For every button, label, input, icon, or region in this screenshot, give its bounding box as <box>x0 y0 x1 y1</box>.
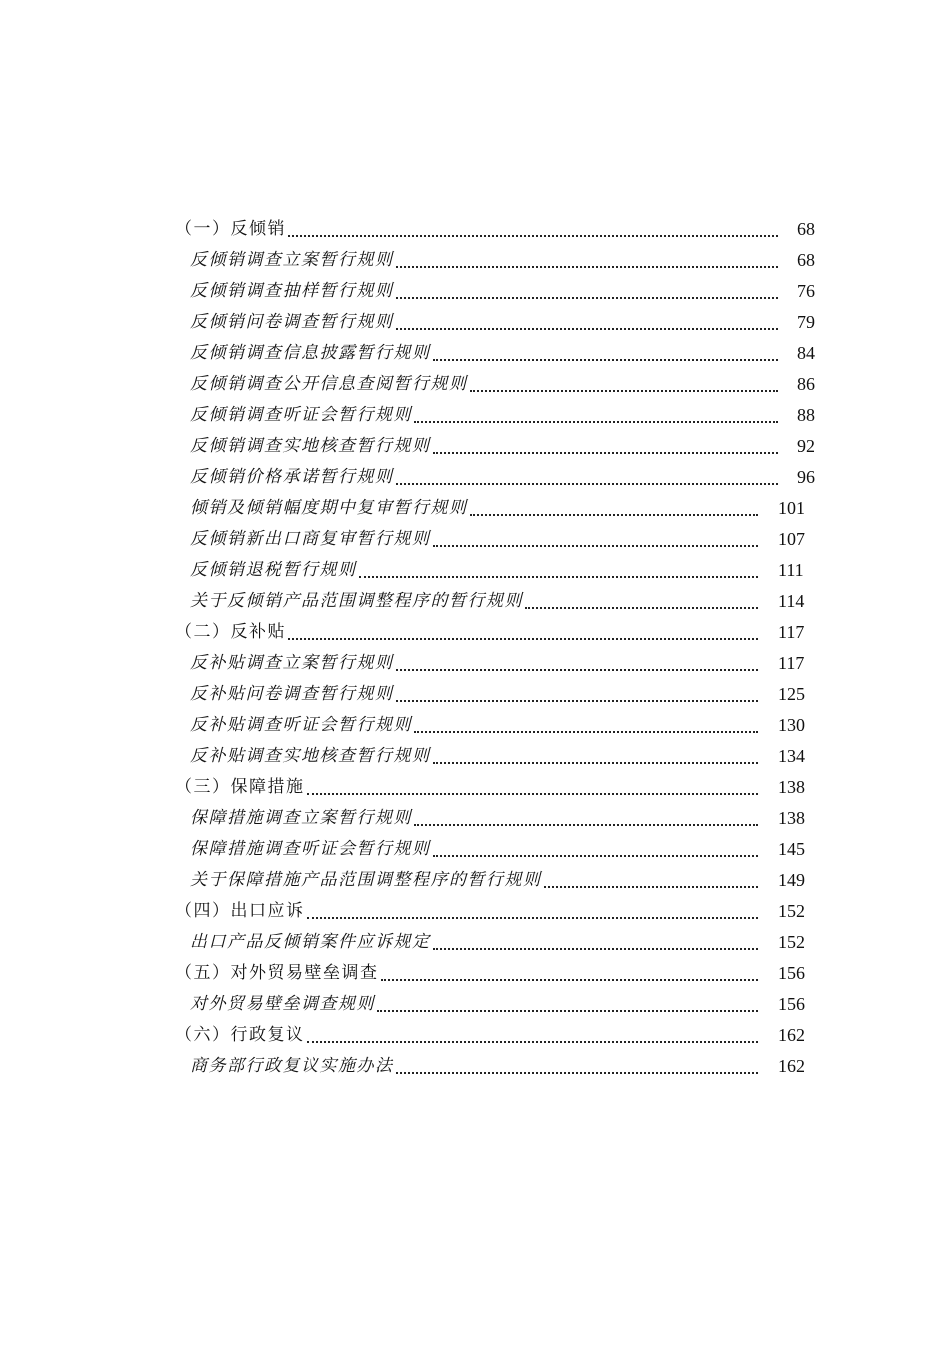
toc-section-row <box>0 1020 950 1051</box>
toc-entry-row <box>0 710 950 741</box>
toc-entry-row <box>0 245 950 276</box>
toc-entry-title: 出口产品反倾销案件应诉规定 <box>190 932 431 952</box>
toc-dot-leader <box>396 1072 758 1074</box>
toc-page-number: 117 <box>778 653 805 673</box>
toc-dot-leader <box>433 452 778 454</box>
toc-page-number: 138 <box>778 777 805 797</box>
toc-section-row <box>0 772 950 803</box>
toc-dot-leader <box>525 607 758 609</box>
toc-dot-leader <box>544 886 758 888</box>
toc-entry-row <box>0 338 950 369</box>
toc-page-number: 76 <box>797 281 815 301</box>
toc-entry-row <box>0 524 950 555</box>
toc-dot-leader <box>377 1010 758 1012</box>
toc-page-number: 88 <box>797 405 815 425</box>
toc-entry-title: 反倾销调查实地核查暂行规则 <box>190 436 431 456</box>
toc-page-number: 149 <box>778 870 805 890</box>
toc-dot-leader <box>396 266 778 268</box>
toc-entry-title: 反倾销调查公开信息查阅暂行规则 <box>190 374 468 394</box>
toc-dot-leader <box>414 731 758 733</box>
toc-section-title: （六）行政复议 <box>175 1025 305 1045</box>
toc-dot-leader <box>433 545 758 547</box>
toc-entry-row <box>0 462 950 493</box>
toc-entry-row <box>0 741 950 772</box>
toc-dot-leader <box>307 1041 758 1043</box>
toc-entry-title: 反补贴调查立案暂行规则 <box>190 653 394 673</box>
toc-entry-row <box>0 400 950 431</box>
toc-page-number: 114 <box>778 591 805 611</box>
toc-section-title: （一）反倾销 <box>175 219 286 239</box>
toc-entry-title: 反倾销新出口商复审暂行规则 <box>190 529 431 549</box>
toc-entry-title: 反倾销问卷调查暂行规则 <box>190 312 394 332</box>
toc-entry-title: 反倾销调查抽样暂行规则 <box>190 281 394 301</box>
toc-page-number: 152 <box>778 932 805 952</box>
toc-dot-leader <box>381 979 758 981</box>
toc-entry-title: 反补贴调查实地核查暂行规则 <box>190 746 431 766</box>
toc-dot-leader <box>396 669 758 671</box>
toc-entry-row <box>0 803 950 834</box>
toc-dot-leader <box>414 421 778 423</box>
toc-page-number: 68 <box>797 250 815 270</box>
toc-entry-title: 反补贴问卷调查暂行规则 <box>190 684 394 704</box>
toc-entry-row <box>0 431 950 462</box>
toc-dot-leader <box>433 948 758 950</box>
toc-entry-row <box>0 586 950 617</box>
toc-entry-row <box>0 555 950 586</box>
toc-dot-leader <box>396 297 778 299</box>
toc-entry-row <box>0 989 950 1020</box>
toc-page-number: 92 <box>797 436 815 456</box>
toc-dot-leader <box>396 328 778 330</box>
toc-entry-row <box>0 307 950 338</box>
toc-page-number: 130 <box>778 715 805 735</box>
toc-entry-title: 反倾销调查信息披露暂行规则 <box>190 343 431 363</box>
toc-section-title: （五）对外贸易壁垒调查 <box>175 963 379 983</box>
toc-page-number: 79 <box>797 312 815 332</box>
toc-dot-leader <box>396 700 758 702</box>
toc-dot-leader <box>470 390 778 392</box>
toc-entry-row <box>0 927 950 958</box>
toc-entry-row <box>0 648 950 679</box>
toc-entry-title: 反补贴调查听证会暂行规则 <box>190 715 412 735</box>
toc-entry-title: 反倾销价格承诺暂行规则 <box>190 467 394 487</box>
toc-dot-leader <box>359 576 758 578</box>
toc-entry-title: 保障措施调查立案暂行规则 <box>190 808 412 828</box>
toc-page-number: 134 <box>778 746 805 766</box>
toc-page-number: 162 <box>778 1025 805 1045</box>
toc-entry-title: 反倾销调查听证会暂行规则 <box>190 405 412 425</box>
toc-entry-title: 倾销及倾销幅度期中复审暂行规则 <box>190 498 468 518</box>
toc-entry-title: 反倾销退税暂行规则 <box>190 560 357 580</box>
toc-section-row <box>0 896 950 927</box>
toc-section-row <box>0 617 950 648</box>
toc-dot-leader <box>433 762 758 764</box>
toc-page-number: 152 <box>778 901 805 921</box>
toc-entry-row <box>0 834 950 865</box>
toc-dot-leader <box>470 514 758 516</box>
toc-page-number: 84 <box>797 343 815 363</box>
toc-entry-row <box>0 865 950 896</box>
toc-dot-leader <box>307 793 758 795</box>
toc-entry-row <box>0 679 950 710</box>
toc-entry-title: 关于保障措施产品范围调整程序的暂行规则 <box>190 870 542 890</box>
toc-dot-leader <box>396 483 778 485</box>
toc-section-title: （二）反补贴 <box>175 622 286 642</box>
toc-page-number: 68 <box>797 219 815 239</box>
toc-entry-title: 对外贸易壁垒调查规则 <box>190 994 375 1014</box>
toc-dot-leader <box>433 359 778 361</box>
toc-entry-row <box>0 276 950 307</box>
toc-page-number: 156 <box>778 994 805 1014</box>
toc-page-number: 101 <box>778 498 805 518</box>
toc-section-row <box>0 214 950 245</box>
toc-entry-row <box>0 493 950 524</box>
toc-entry-title: 反倾销调查立案暂行规则 <box>190 250 394 270</box>
toc-entry-title: 关于反倾销产品范围调整程序的暂行规则 <box>190 591 523 611</box>
toc-page-number: 145 <box>778 839 805 859</box>
toc-dot-leader <box>433 855 758 857</box>
toc-entry-title: 保障措施调查听证会暂行规则 <box>190 839 431 859</box>
toc-dot-leader <box>307 917 758 919</box>
toc-dot-leader <box>288 235 778 237</box>
toc-entry-row <box>0 1051 950 1082</box>
toc-section-row <box>0 958 950 989</box>
toc-page-number: 117 <box>778 622 805 642</box>
toc-page-number: 96 <box>797 467 815 487</box>
toc-page-number: 162 <box>778 1056 805 1076</box>
table-of-contents <box>0 214 950 1082</box>
toc-page-number: 125 <box>778 684 805 704</box>
toc-dot-leader <box>288 638 758 640</box>
toc-entry-title: 商务部行政复议实施办法 <box>190 1056 394 1076</box>
toc-page-number: 138 <box>778 808 805 828</box>
toc-dot-leader <box>414 824 758 826</box>
toc-entry-row <box>0 369 950 400</box>
toc-page-number: 111 <box>778 560 804 580</box>
toc-page-number: 86 <box>797 374 815 394</box>
toc-section-title: （四）出口应诉 <box>175 901 305 921</box>
toc-section-title: （三）保障措施 <box>175 777 305 797</box>
toc-page-number: 156 <box>778 963 805 983</box>
toc-page-number: 107 <box>778 529 805 549</box>
